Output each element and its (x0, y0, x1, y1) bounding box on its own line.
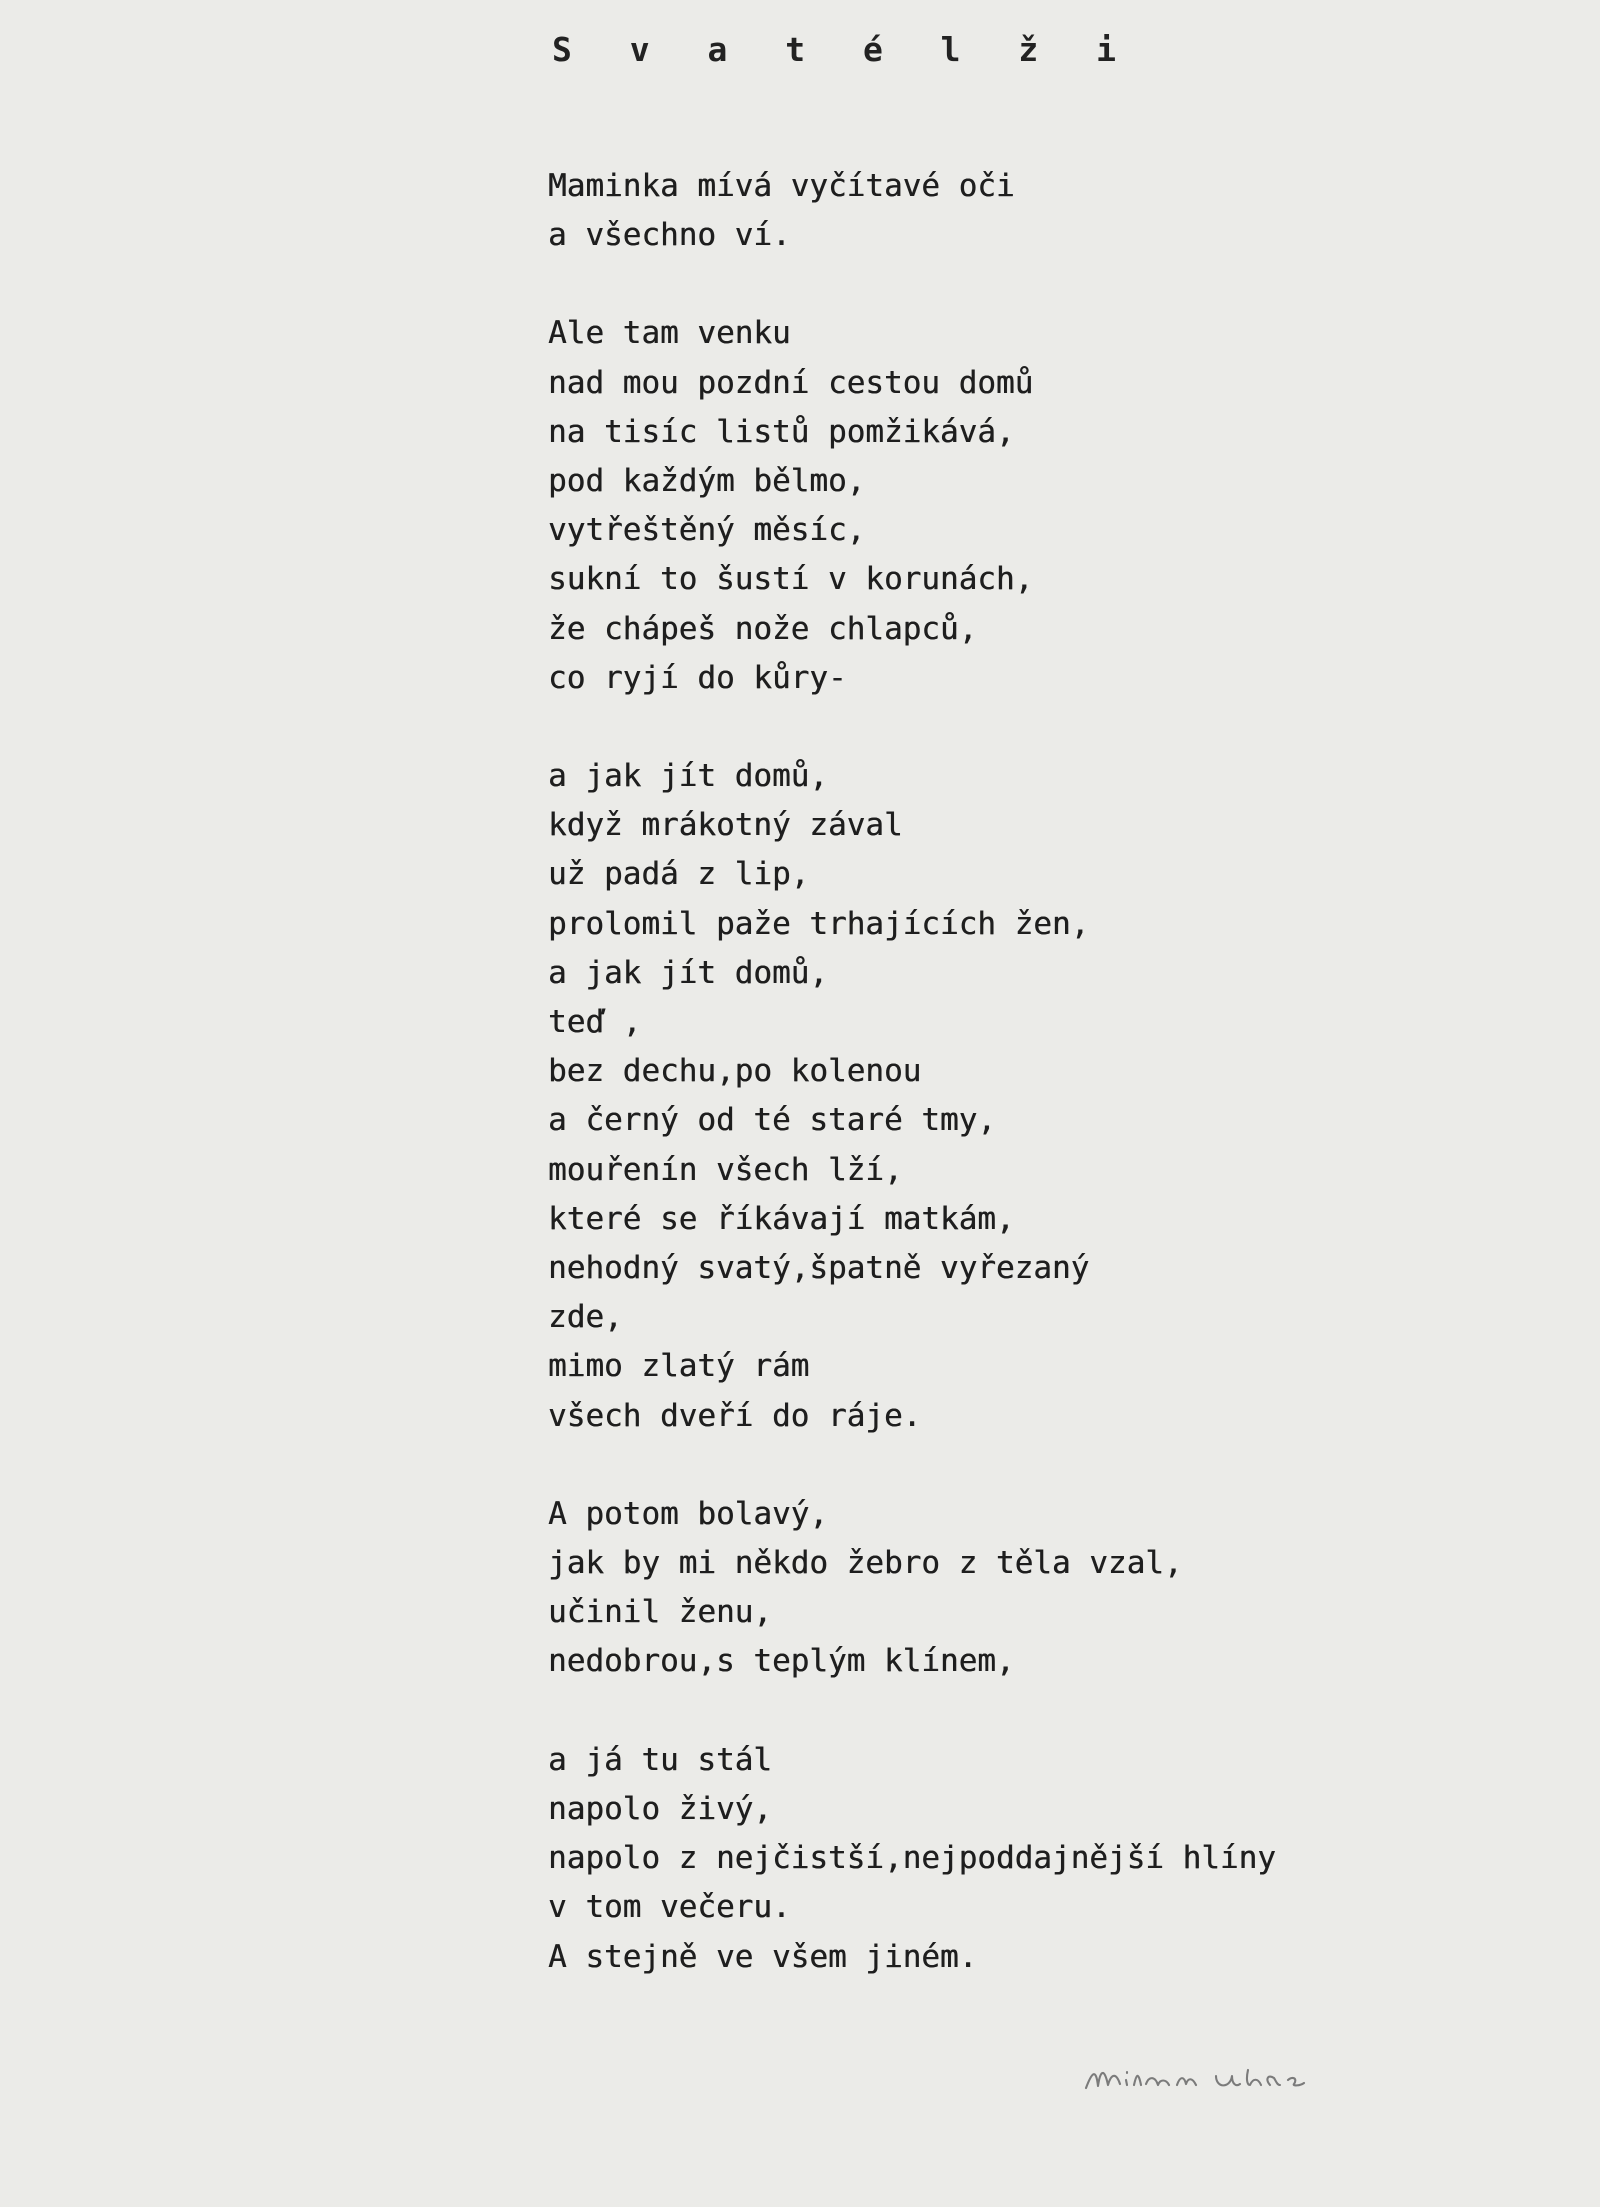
poem-line: vytřeštěný měsíc, (548, 512, 866, 549)
poem-line: Maminka mívá vyčítavé oči (548, 168, 1015, 204)
poem-body (548, 162, 1368, 2031)
poem-line: prolomil paže trhajících žen, (548, 905, 1090, 942)
poem-line: teď , (548, 1004, 642, 1041)
poem-line: a všechno ví. (548, 217, 791, 254)
poem-line: mouřenín všech lží, (548, 1151, 903, 1188)
poem-line: Ale tam venku (548, 315, 791, 352)
poem-line: sukní to šustí v korunách, (548, 561, 1034, 598)
stanza-4 (548, 1490, 1368, 1687)
poem-line: mimo zlatý rám (548, 1348, 810, 1385)
poem-line: napolo z nejčistší,nejpoddajnější hlíny (548, 1840, 1276, 1877)
poem-line: na tisíc listů pomžikává, (548, 413, 1015, 450)
poem-line: nad mou pozdní cestou domů (548, 364, 1034, 401)
poem-line: v tom večeru. (548, 1889, 791, 1926)
poem-line: A potom bolavý, (548, 1495, 828, 1532)
stanza-3 (548, 752, 1368, 1441)
handwritten-signature (1080, 2054, 1330, 2104)
poem-line: zde, (548, 1299, 623, 1336)
poem-line: bez dechu,po kolenou (548, 1053, 922, 1090)
stanza-5 (548, 1736, 1368, 1982)
poem-line: A stejně ve všem jiném. (548, 1938, 978, 1975)
poem-line: co ryjí do kůry- (548, 659, 847, 696)
poem-line: už padá z lip, (548, 856, 810, 893)
poem-line: nehodný svatý,špatně vyřezaný (548, 1250, 1090, 1287)
poem-line: a jak jít domů, (548, 758, 828, 795)
poem-line: učinil ženu, (548, 1594, 772, 1631)
poem-line: nedobrou,s teplým klínem, (548, 1643, 1015, 1680)
poem-line: že chápeš nože chlapců, (548, 610, 978, 647)
poem-line: a já tu stál (548, 1741, 772, 1778)
poem-title: S v a t é l ž i (552, 30, 1136, 69)
stanza-2 (548, 309, 1368, 703)
poem-line: když mrákotný zával (548, 807, 903, 844)
poem-line: a černý od té staré tmy, (548, 1102, 996, 1139)
poem-line: které se říkávají matkám, (548, 1200, 1015, 1237)
stanza-1 (548, 162, 1368, 260)
poem-line: a jak jít domů, (548, 954, 828, 991)
poem-line: pod každým bělmo, (548, 463, 866, 500)
poem-line: všech dveří do ráje. (548, 1397, 922, 1434)
poem-line: napolo živý, (548, 1790, 772, 1827)
poem-line: jak by mi někdo žebro z těla vzal, (548, 1545, 1183, 1582)
